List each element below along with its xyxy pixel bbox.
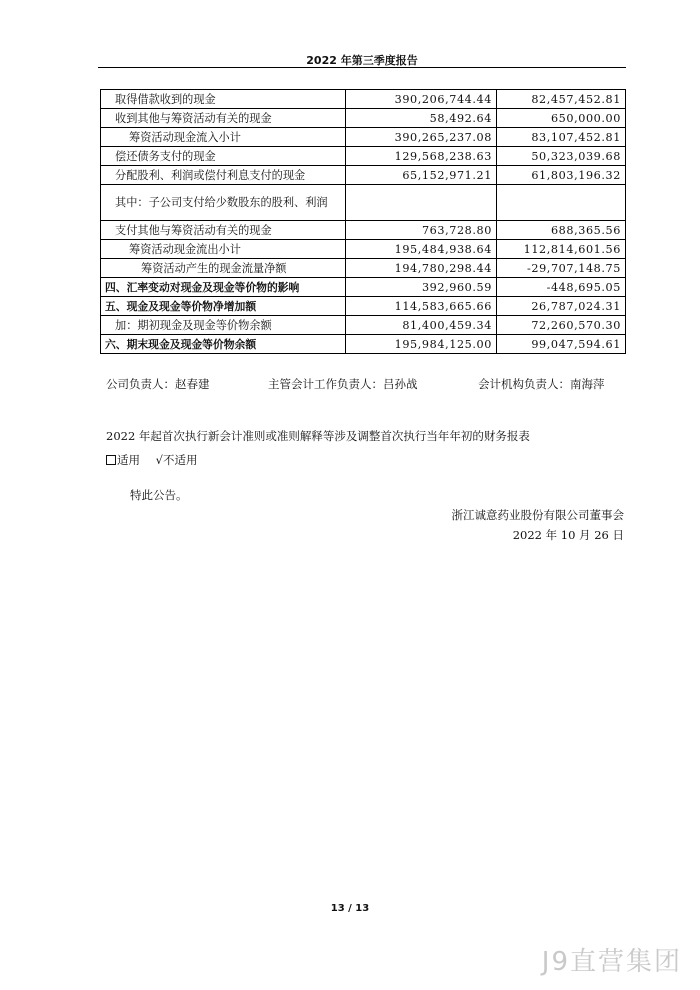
table-row (101, 128, 626, 147)
prior-period-value: 82,457,452.81 (497, 90, 626, 109)
header-rule (98, 67, 626, 68)
table-row (101, 147, 626, 166)
prior-period-value: -29,707,148.75 (497, 259, 626, 278)
row-label: 分配股利、利润或偿付利息支付的现金 (101, 166, 346, 185)
prior-period-value: 50,323,039.68 (497, 147, 626, 166)
current-period-value: 390,265,237.08 (346, 128, 497, 147)
current-period-value: 58,492.64 (346, 109, 497, 128)
table-row (101, 278, 626, 297)
table-row (101, 259, 626, 278)
table-row (101, 221, 626, 240)
row-label: 筹资活动现金流出小计 (101, 240, 346, 259)
table-row (101, 297, 626, 316)
table-row (101, 166, 626, 185)
prior-period-value: 112,814,601.56 (497, 240, 626, 259)
current-period-value: 114,583,665.66 (346, 297, 497, 316)
row-label: 筹资活动现金流入小计 (101, 128, 346, 147)
row-label: 其中：子公司支付给少数股东的股利、利润 (101, 185, 346, 221)
applicable-label: 适用 (117, 453, 140, 467)
current-period-value: 65,152,971.21 (346, 166, 497, 185)
policy-statement: 2022 年起首次执行新会计准则或准则解释等涉及调整首次执行当年年初的财务报表 (106, 429, 530, 443)
prior-period-value: -448,695.05 (497, 278, 626, 297)
prior-period-value: 26,787,024.31 (497, 297, 626, 316)
announcement-date: 2022 年 10 月 26 日 (512, 528, 624, 542)
prior-period-value: 688,365.56 (497, 221, 626, 240)
current-period-value: 392,960.59 (346, 278, 497, 297)
accounting-org-head: 会计机构负责人：南海萍 (478, 377, 605, 391)
current-period-value (346, 185, 497, 221)
cash-flow-table (100, 89, 626, 354)
table-row (101, 90, 626, 109)
watermark-logo: J9直营集团 (541, 947, 682, 977)
current-period-value: 763,728.80 (346, 221, 497, 240)
prior-period-value: 650,000.00 (497, 109, 626, 128)
cash-flow-table-body (101, 90, 626, 354)
applicable-checkbox[interactable] (106, 455, 116, 465)
prior-period-value (497, 185, 626, 221)
row-label: 取得借款收到的现金 (101, 90, 346, 109)
current-period-value: 390,206,744.44 (346, 90, 497, 109)
row-label: 加：期初现金及现金等价物余额 (101, 316, 346, 335)
row-label: 六、期末现金及现金等价物余额 (101, 335, 346, 354)
company-head: 公司负责人：赵春建 (106, 377, 210, 391)
row-label: 四、汇率变动对现金及现金等价物的影响 (101, 278, 346, 297)
table-row (101, 316, 626, 335)
table-row (101, 109, 626, 128)
table-row (101, 185, 626, 221)
check-icon: √ (155, 453, 163, 467)
prior-period-value: 99,047,594.61 (497, 335, 626, 354)
announcement-text: 特此公告。 (130, 488, 188, 502)
row-label: 筹资活动产生的现金流量净额 (101, 259, 346, 278)
applicability-options (106, 452, 197, 468)
page-number: 13 / 13 (330, 903, 370, 914)
row-label: 收到其他与筹资活动有关的现金 (101, 109, 346, 128)
row-label: 支付其他与筹资活动有关的现金 (101, 221, 346, 240)
current-period-value: 195,484,938.64 (346, 240, 497, 259)
report-title: 2022 年第三季度报告 (306, 54, 418, 67)
current-period-value: 195,984,125.00 (346, 335, 497, 354)
current-period-value: 194,780,298.44 (346, 259, 497, 278)
board-signature: 浙江诚意药业股份有限公司董事会 (451, 508, 624, 522)
prior-period-value: 72,260,570.30 (497, 316, 626, 335)
accounting-head: 主管会计工作负责人：吕孙战 (268, 377, 418, 391)
not-applicable-label: 不适用 (162, 453, 198, 467)
current-period-value: 129,568,238.63 (346, 147, 497, 166)
row-label: 偿还债务支付的现金 (101, 147, 346, 166)
row-label: 五、现金及现金等价物净增加额 (101, 297, 346, 316)
current-period-value: 81,400,459.34 (346, 316, 497, 335)
prior-period-value: 61,803,196.32 (497, 166, 626, 185)
prior-period-value: 83,107,452.81 (497, 128, 626, 147)
table-row (101, 335, 626, 354)
table-row (101, 240, 626, 259)
